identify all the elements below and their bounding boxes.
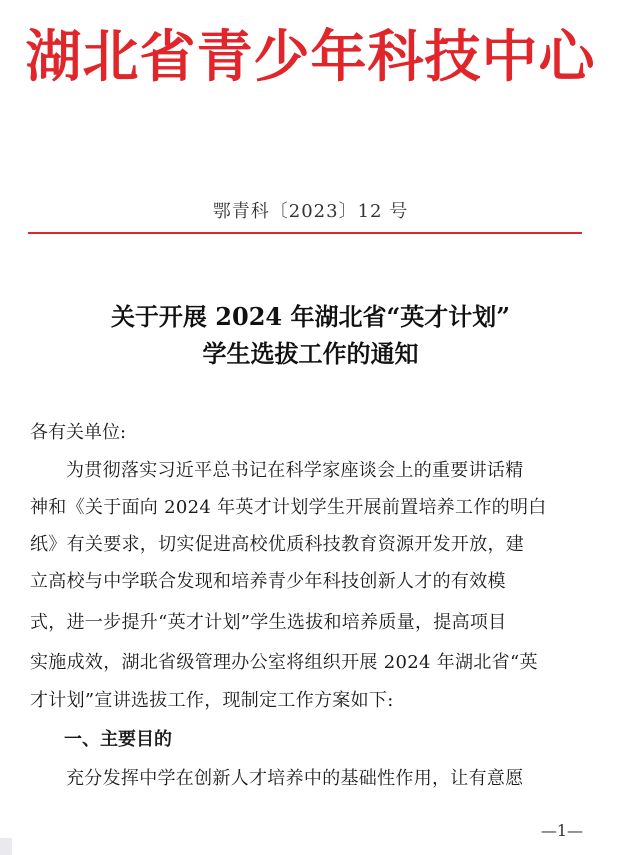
paragraph-1-line: 为贯彻落实习近平总书记在科学家座谈会上的重要讲话精 <box>66 460 524 481</box>
document-number: 鄂青科〔2023〕12 号 <box>212 201 409 222</box>
paragraph-2-line: 充分发挥中学在创新人才培养中的基础性作用，让有意愿 <box>66 768 524 789</box>
paragraph-1-line: 才计划”宣讲选拔工作，现制定工作方案如下: <box>30 690 394 711</box>
paragraph-1-line: 立高校与中学联合发现和培养青少年科技创新人才的有效模 <box>30 571 506 592</box>
notice-title-line-2: 学生选拔工作的通知 <box>202 339 419 368</box>
header-divider <box>28 232 582 234</box>
paragraph-1-line: 实施成效，湖北省级管理办公室将组织开展 2024 年湖北省“英 <box>30 652 538 673</box>
scan-corner-mark <box>0 838 12 855</box>
section-heading-1: 一、主要目的 <box>64 729 172 750</box>
salutation: 各有关单位: <box>30 422 127 443</box>
paragraph-1-line: 式，进一步提升“英才计划”学生选拔和培养质量，提高项目 <box>30 612 507 633</box>
paragraph-1-line: 神和《关于面向 2024 年英才计划学生开展前置培养工作的明白 <box>30 497 547 518</box>
page-number: —1— <box>540 821 583 840</box>
paragraph-1-line: 纸》有关要求，切实促进高校优质科技教育资源开发开放，建 <box>30 534 525 555</box>
notice-title-line-1: 关于开展 2024 年湖北省“英才计划” <box>110 302 511 331</box>
organization-header-title: 湖北省青少年科技中心 <box>25 25 596 90</box>
